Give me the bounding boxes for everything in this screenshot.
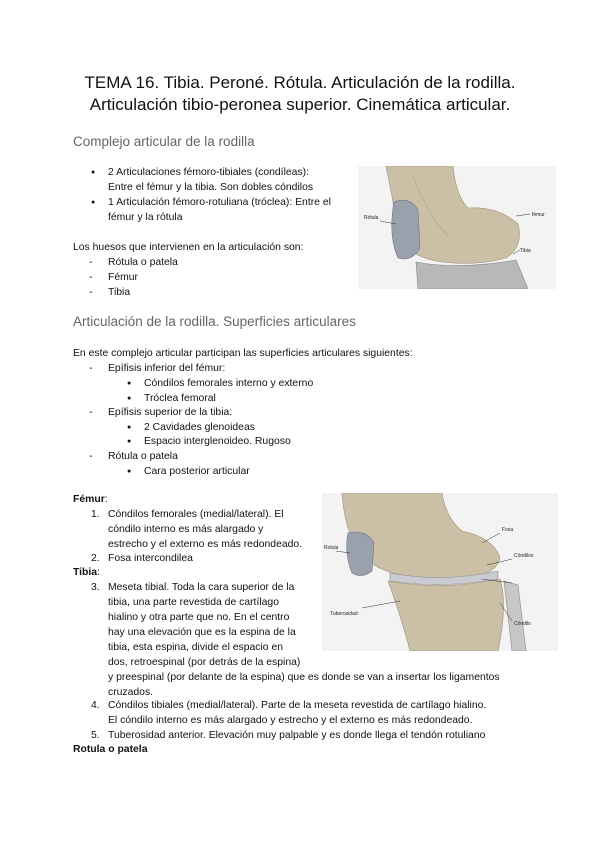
surfaces-intro: En este complejo articular participan las superficies articulares siguientes: — [73, 348, 413, 359]
surface-group-label: - Rótula o patela — [108, 449, 178, 464]
femur-item-2-text: Fosa intercondilea — [108, 553, 193, 564]
bullet-1-line-1: ● 2 Articulaciones fémoro-tibiales (condíleas): — [108, 167, 309, 178]
femur-item-1-line: estrecho y el externo es más redondeado. — [108, 539, 303, 550]
femur-item-2 — [91, 551, 193, 566]
bullet-1-line-2: Entre el fémur y la tibia. Son dobles cóndilos — [108, 182, 314, 193]
surface-item: ● Tróclea femoral — [144, 391, 216, 406]
tibia-item-3-line: dos, retroespinal (por detrás de la espina) — [108, 657, 301, 668]
bullet-item-2 — [108, 195, 331, 225]
knee-illustration-lateral — [358, 166, 556, 289]
item-number: 2. — [91, 553, 100, 564]
tibia-item-5-text: Tuberosidad anterior. Elevación muy palpable y es donde llega el tendón rotuliano — [108, 730, 486, 741]
surface-item: ● Cara posterior articular — [144, 464, 250, 479]
item-number: 5. — [91, 730, 100, 741]
femur-item-1-line: cóndilo interno es más alargado y — [108, 524, 264, 535]
section-heading-complejo: Complejo articular de la rodilla — [73, 134, 255, 149]
knee-svg-2 — [322, 493, 558, 651]
tibia-item-3-line: cruzados. — [108, 687, 154, 698]
tibia-item-4-line: Cóndilos tibiales (medial/lateral). Parte de la meseta revestida de cartílago hialino. — [108, 700, 487, 711]
label-condilos: Cóndilos — [514, 553, 534, 559]
label-condilo-tibial: Cóndilo — [514, 621, 531, 627]
bones-intro: Los huesos que intervienen en la articulación son: — [73, 242, 304, 253]
tibia-item-3-line: tibia, esta espina, divide el espacio en — [108, 642, 284, 653]
item-number: 1. — [91, 509, 100, 520]
tibia-item-4 — [91, 698, 487, 728]
section-heading-superficies: Articulación de la rodilla. Superficies articulares — [73, 314, 356, 329]
label-tuberosidad: Tuberosidad — [330, 611, 358, 617]
bullet-item-1 — [108, 165, 313, 195]
femur-heading: Fémur: — [73, 494, 108, 505]
item-number: 4. — [91, 700, 100, 711]
tibia-heading-text: Tibia — [73, 567, 98, 578]
title-line-1: TEMA 16. Tibia. Peroné. Rótula. Articulación de la rodilla. — [84, 73, 516, 92]
bone-item: - Tibia — [108, 285, 130, 300]
tibia-item-3-line: hay una elevación que es la espina de la — [108, 627, 296, 638]
label-femur: fémur — [532, 212, 545, 218]
tibia-heading: Tibia: — [73, 567, 100, 578]
bone-item: - Rótula o patela — [108, 255, 178, 270]
label-tibia: Tibia — [520, 248, 531, 254]
title-line-2: Articulación tibio-peronea superior. Cinemática articular. — [89, 95, 511, 114]
bullet-2-line-1: ● 1 Articulación fémoro-rotuliana (tróclea): Entre el — [108, 197, 331, 208]
bullet-2-line-2: fémur y la rótula — [108, 212, 183, 223]
tibia-item-3-line: hialino y otra parte que no. En el centro — [108, 612, 290, 623]
surface-group-label: - Epífisis superior de la tibia: — [108, 405, 232, 420]
tibia-item-4-line: El cóndilo interno es más alargado y estrecho y el externo es más redondeado. — [108, 715, 473, 726]
knee-illustration-surfaces — [322, 493, 558, 651]
femur-heading-text: Fémur — [73, 494, 105, 505]
tibia-item-5 — [91, 728, 486, 743]
tibia-item-3-line: tibia, una parte revestida de cartílago — [108, 597, 279, 608]
label-rotula-2: Rotula — [324, 545, 339, 551]
surface-group-label: - Epífisis inferior del fémur: — [108, 361, 225, 376]
tibia-item-3-line: Meseta tibial. Toda la cara superior de la — [108, 582, 295, 593]
tibia-item-3-line: y preespinal (por delante de la espina) que es donde se van a insertar los ligamentos — [108, 672, 500, 683]
femur-item-1-line: Cóndilos femorales (medial/lateral). El — [108, 509, 284, 520]
surface-item: ● Cóndilos femorales interno y externo — [144, 376, 313, 391]
label-fosa: Fosa — [502, 527, 514, 533]
knee-svg-1 — [358, 166, 556, 289]
page-title — [40, 72, 560, 116]
bone-item: - Fémur — [108, 270, 138, 285]
femur-item-1 — [91, 507, 303, 552]
surface-item: ● 2 Cavidades glenoideas — [144, 420, 255, 435]
label-rotula: Rótula — [364, 215, 379, 221]
surface-item: ● Espacio interglenoideo. Rugoso — [144, 434, 291, 449]
item-number: 3. — [91, 582, 100, 593]
rotula-heading: Rotula o patela — [73, 744, 148, 755]
